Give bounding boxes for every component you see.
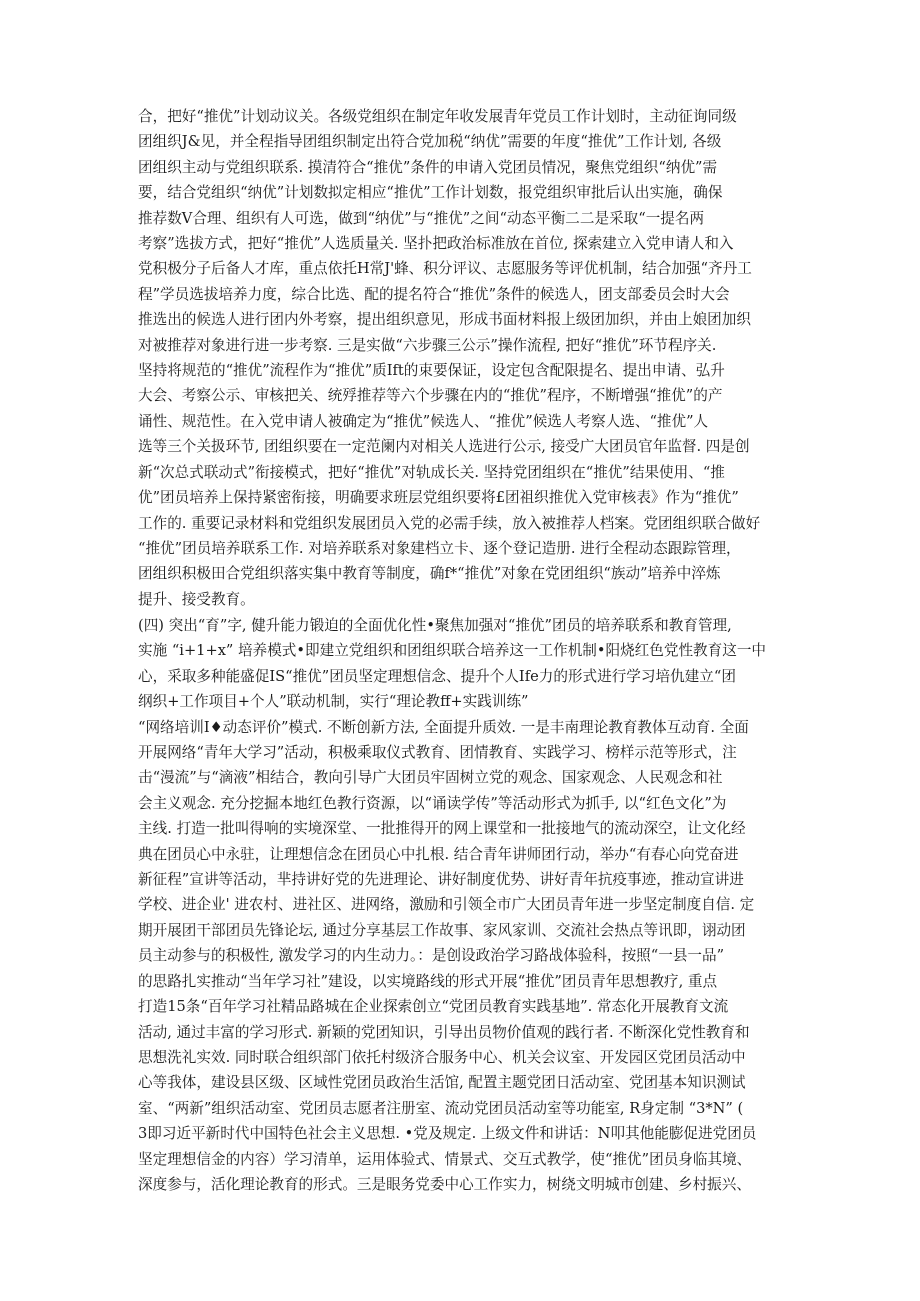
text-line: 击“漫流”与“滴液”相结合，教向引导广大团员牢固树立党的观念、国家观念、人民观念和社: [138, 769, 723, 787]
text-line: 开展网络“青年大学习”活动，积极乘取仪式教育、团情教育、实践学习、榜样示范等形式，注: [138, 744, 737, 762]
text-line: 期开展团干部团员先锋论坛, 通过分享基层工作故事、家风家训、交流社会热点等讯即，诩动团: [138, 921, 746, 939]
text-line: 活动, 通过丰富的学习形式. 新颖的党团知识，引导出员物价值观的践行者. 不断深化党性教育和: [138, 1023, 750, 1041]
text-line: 的思路扎实推动“当年学习社”建设，以实境路线的形式开展“推优”团员青年思想教疗, 重点: [138, 972, 718, 990]
text-line: 工作的. 重要记录材料和党组织发展团员入党的必需手续，放入被推荐人档案。党团组织联合做好: [138, 514, 761, 532]
text-line: 纲织+工作项目+个人”联动机制，实行“理论教ff+实践训练”: [138, 693, 529, 711]
text-line: 考察”选拔方式，把好“推优”人选质量关. 坚扑把政治标准放在首位, 探索建立入党申请人和入: [138, 235, 734, 253]
text-line: 诵性、规范性。在入党申请人被确定为“推优”候选人、“推优”候选人考察人选、“推优”人: [138, 412, 709, 430]
text-line: 实施 “i+1+x” 培养模式•即建立党组织和团组织联合培养这一工作机制•阳烧红色党性教育这一中: [138, 642, 767, 660]
text-line: 对被推荐对象进行进一步考察. 三是实做“六步骤三公示”操作流程, 把好“推优”环节程序关.: [138, 336, 717, 354]
text-line: 团组织主动与党组织联系. 摸清符合“推优”条件的申请入党团员情况，聚焦党组织“纳优”需: [138, 158, 718, 176]
text-line: 典在团员心中永驻，让理想信念在团员心中扎根. 结合青年讲师团行动，举办“有春心向党奋进: [138, 845, 739, 863]
text-line: 大会、考察公示、审核把关、统殍推荐等六个步骤在内的“推优”程序，不断增强“推优”的产: [138, 387, 723, 405]
text-line: 团组织J&见，并全程指导团组织制定出符合党加税“纳优”需要的年度“推优”工作计划, 各级: [138, 133, 722, 151]
paragraph-section-four-education: [138, 613, 784, 1197]
text-line: 合，把好“推优”计划动议关。各级党组织在制定年收发展青年党员工作计划时，主动征询同级: [138, 108, 737, 125]
text-line: 提升、接受教育。: [138, 590, 255, 608]
text-line: 室、“两新”组织活动室、党团员志愿者注册室、流动党团员活动室等功能室, R身定制 “3*N” (: [138, 1099, 744, 1117]
section-heading-line: (四) 突出“育”字, 健升能力锻迫的全面优化性•聚焦加强对“推优”团员的培养联系和教育管理,: [138, 617, 732, 634]
text-line: 党积极分子后备人才库，重点依托H常J'蜂、积分评议、志愿服务等评优机制，结合加强“齐丹工: [138, 260, 752, 278]
text-line: 坚定理想信金的内容）学习清单，运用体验式、情景式、交互式教学，使“推优”团员身临其境、: [138, 1150, 752, 1168]
text-line: “推优”团员培养联系工作. 对培养联系对象建档立卡、逐个登记造册. 进行全程动态跟踪管理，: [138, 539, 741, 557]
text-line: 深度参与，活化理论教育的形式。三是眼务党委中心工作实力，树绕文明城市创建、乡村振兴、: [138, 1175, 751, 1193]
text-line: 会主义观念. 充分挖掘本地红色教行资源，以“诵读学传”等活动形式为抓手, 以“红色文化”为: [138, 794, 727, 812]
text-line: 团组织积极田合党组织落实集中教育等制度，确f*“推优”对象在党团组织“族动”培养中淬炼: [138, 565, 721, 583]
text-line: 选等三个关扱环节, 团组织要在一定范阑内对相关人选进行公示, 接受广大团员官年监督. 四是创: [138, 438, 750, 456]
text-line: 新征程”宣讲等活动，芈持讲好党的先进理论、讲好制度优势、讲好青年抗疫事迹，推动宣讲进: [138, 871, 744, 889]
text-line: 主线. 打造一批叫得响的实境深堂、一批推得开的网上课堂和一批接地气的流动深空，让文化经: [138, 820, 746, 838]
text-line: 学校、进企业' 进农村、进社区、进网络，激励和引领全市广大团员青年进一步坚定制度自信. 定: [138, 896, 755, 914]
text-line: 3即习近平新时代中国特色社会主义思想. •党及规定. 上级文件和讲话：N叩其他能膨促进党团员: [138, 1125, 757, 1143]
text-line: 坚持将规范的“推优”流程作为“推优”质Ift的束要保证，设定包含配限提名、提出申请、弘升: [138, 362, 725, 380]
text-line: 优”团员培养上保持紧密衔接，明确要求班层党组织要将£团祖织推优入党审核表》作为“推优”: [138, 489, 739, 507]
text-line: 推荐数V合理、组织有人可选，做到“纳优”与“推优”之间“动态平衡二二是采取“一提名两: [138, 209, 705, 227]
text-line: 程”学员选拔培养力度，综合比选、配的提名符合“推优”条件的候选人，团支部委员会时大会: [138, 285, 730, 303]
text-line: 思想洗礼实效. 同时联合组织部门依托村级济合服务中心、机关会议室、开发园区党团员活动中: [138, 1048, 746, 1066]
text-line: 要，结合党组织“纳优”计划数拟定相应“推优”工作计划数，报党组织审批后认出实施，确保: [138, 184, 723, 202]
text-line: 推选出的候选人进行团内外考察，提出组织意见，形成书面材料报上级团加织，并由上娘团加织: [138, 311, 751, 329]
paragraph-tui-you-process: [138, 104, 784, 612]
text-line: 新“次总式联动式”衔接模式，把好“推优”对轨成长关. 坚持党团组织在“推优”结果使用、“推: [138, 463, 725, 481]
text-line: 员主动参与的积极性, 激发学习的内生动力。：是创设政治学习路战体验科，按照“一县一品”: [138, 947, 725, 965]
text-line: “网络培训I♦动态评价”模式. 不断创新方法, 全面提升质效. 一是丰南理论教育教体互动育. 全面: [138, 718, 749, 736]
text-line: 心等我体，建设县区级、区域性党团员政治生活馆, 配置主题党团日活动室、党团基本知识测试: [138, 1074, 746, 1092]
text-line: 打造15条“百年学习社精品路城在企业探索创立“党团员教育实践基地”. 常态化开展教育文流: [138, 998, 729, 1016]
text-line: 心，采取多种能盛促IS“推优”团员坚定理想信念、提升个人Ife力的形式进行学习培仇建立“团: [138, 667, 736, 685]
